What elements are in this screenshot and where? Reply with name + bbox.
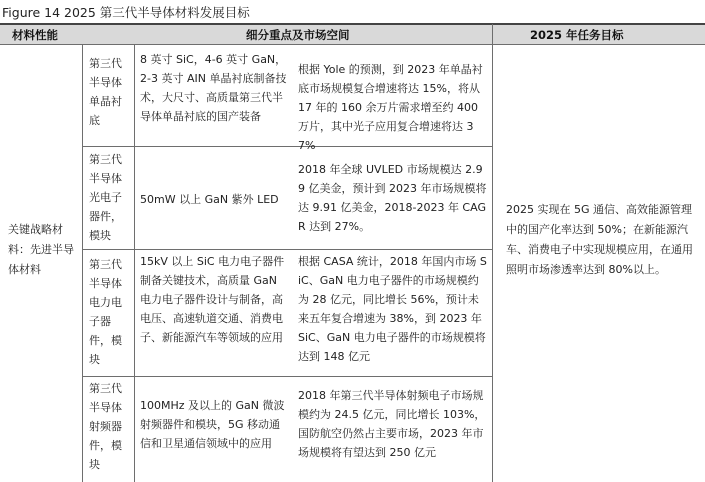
row-2-type: 第三代半导体光电子器件，模块: [89, 153, 122, 242]
column-divider-3: [492, 24, 493, 482]
figure-title: Figure 14 2025 第三代半导体材料发展目标: [2, 5, 250, 20]
row-1-market: 根据 Yole 的预测，到 2023 年单晶衬底市场规模复合增速将达 15%，将从 17 年的 160 余万片需求增至约 400 万片，其中光子应用复合增速将达 37%: [298, 63, 483, 152]
row-1-focus: 8 英寸 SiC，4-6 英寸 GaN，2-3 英寸 AIN 单晶衬底制备技术，大尺寸、高质量第三代半导体单晶衬底的国产装备: [140, 53, 287, 123]
row-3-market: 根据 CASA 统计，2018 年国内市场 SiC、GaN 电力电子器件的市场规模约为 28 亿元，同比增长 56%，预计未来五年复合增速为 38%，到 2023 年 SiC、GaN 电力电子器件的市场规模将达到 148 亿元: [298, 255, 487, 363]
row-4-market: 2018 年第三代半导体射频电子市场规模约为 24.5 亿元，同比增长 103%，国防航空仍然占主要市场，2023 年市场规模将有望达到 250 亿元: [298, 389, 486, 459]
header-material-performance: 材料性能: [12, 28, 58, 42]
column-divider-2: [134, 44, 135, 482]
row-1-type: 第三代半导体单晶衬底: [89, 57, 122, 127]
column-divider-1: [82, 44, 83, 482]
category-label: 关键战略材料：先进半导体材料: [8, 223, 74, 276]
table-top-rule: [0, 23, 705, 25]
header-bottom-rule: [0, 44, 705, 45]
goal-2025-text: 2025 实现在 5G 通信、高效能源管理中的国产化率达到 50%；在新能源汽车、消费电子中实现规模应用，在通用照明市场渗透率达到 80%以上。: [506, 203, 693, 276]
header-2025-goal: 2025 年任务目标: [530, 28, 624, 42]
row-4-focus: 100MHz 及以上的 GaN 微波射频器件和模块，5G 移动通信和卫星通信领域中的应用: [140, 399, 285, 450]
row-2-market: 2018 年全球 UVLED 市场规模达 2.99 亿美金，预计到 2023 年市场规模将达 9.91 亿美金，2018-2023 年 CAGR 达到 27%。: [298, 163, 487, 233]
row-4-type: 第三代半导体射频器件，模块: [89, 382, 122, 471]
header-focus-market: 细分重点及市场空间: [246, 28, 350, 42]
row-3-type: 第三代半导体电力电子器件，模块: [89, 258, 122, 366]
row-divider-3: [82, 376, 492, 377]
row-2-focus: 50mW 以上 GaN 紫外 LED: [140, 193, 279, 206]
row-3-focus: 15kV 以上 SiC 电力电子器件制备关键技术，高质量 GaN 电力电子器件设计与制备，高电压、高速轨道交通、消费电子、新能源汽车等领域的应用: [140, 255, 285, 344]
table-header: [0, 24, 705, 44]
row-divider-2: [82, 249, 492, 250]
